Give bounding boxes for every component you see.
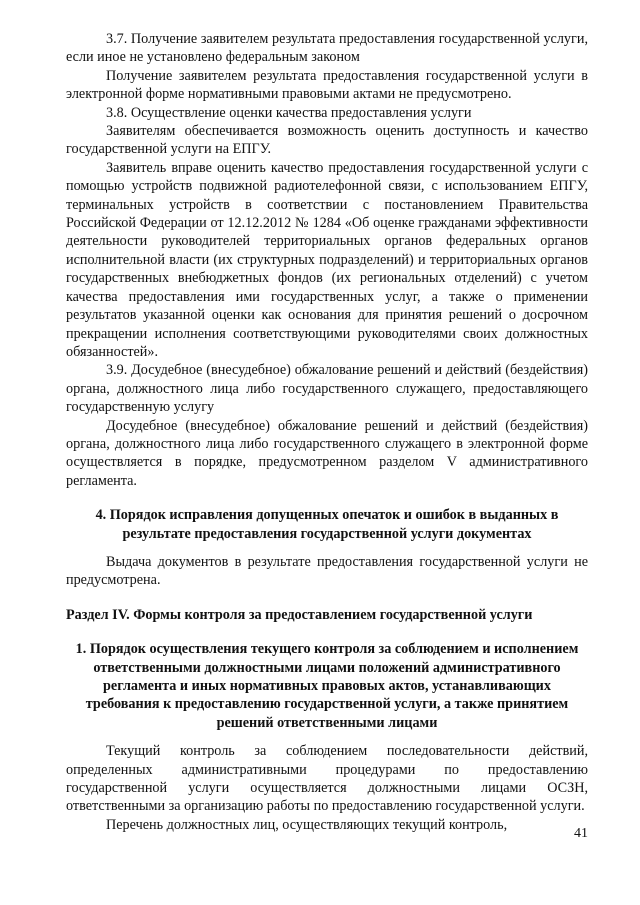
paragraph: Досудебное (внесудебное) обжалование решений и действий (бездействия) органа, должностного лица либо государственного служащего в электронной форме осуществляется в порядке, предусмотренном разделом V административного регламента. [66,417,588,489]
section-heading: Раздел IV. Формы контроля за предоставлением государственной услуги [66,606,533,623]
paragraph: Текущий контроль за соблюдением последовательности действий, определенных административными процедурами по предоставлению государственной услуги осуществляется должностными лицами ОСЗН, ответственными за организацию работы по предоставлению государственной услуги. [66,743,588,815]
spacer [66,543,588,553]
spacer [66,732,588,742]
paragraph: 3.9. Досудебное (внесудебное) обжалование решений и действий (бездействия) органа, должностного лица либо государственного служащего, предоставляющего государственную услугу [66,362,588,416]
subsection-heading: 1. Порядок осуществления текущего контроля за соблюдением и исполнением ответственными должностными лицами положений административного регламента и иных нормативных правовых актов, устанавливающих требования к предоставлению государственной услуги, а также принятием решений ответственными лицами [75,641,579,731]
paragraph: Заявителям обеспечивается возможность оценить доступность и качество государственной услуги на ЕПГУ. [66,123,588,158]
subsection-heading: 4. Порядок исправления допущенных опечаток и ошибок в выданных в результате предоставления государственной услуги документах [95,507,559,542]
document-body [66,30,588,834]
paragraph: Получение заявителем результата предоставления государственной услуги в электронной форме нормативными правовыми актами не предусмотрено. [66,67,588,103]
paragraph: 3.8. Осуществление оценки качества предоставления услуги [106,104,472,121]
page-number: 41 [574,826,588,841]
spacer [66,490,588,506]
paragraph: Выдача документов в результате предоставления государственной услуги не предусмотрена. [66,553,588,589]
paragraph: Заявитель вправе оценить качество предоставления государственной услуги с помощью устройств подвижной радиотелефонной связи, с использованием ЕПГУ, терминальных устройств в соответствии с постановлением Правительства Российской Федерации от 12.12.2012 № 1284 «Об оценке гражданами эффективности деятельности руководителей территориальных органов федеральных органов исполнительной власти (их структурных подразделений) и территориальных органов государственных внебюджетных фондов (их региональных отделений) с учетом качества предоставления ими государственных услуг, а также о применении результатов указанной оценки как основания для принятия решений о досрочном прекращении исполнения соответствующими руководителями своих должностных обязанностей». [66,159,588,360]
paragraph: Перечень должностных лиц, осуществляющих текущий контроль, [106,816,508,833]
spacer [66,590,588,606]
paragraph: 3.7. Получение заявителем результата предоставления государственной услуги, если иное не установлено федеральным законом [66,31,588,66]
spacer [66,624,588,640]
